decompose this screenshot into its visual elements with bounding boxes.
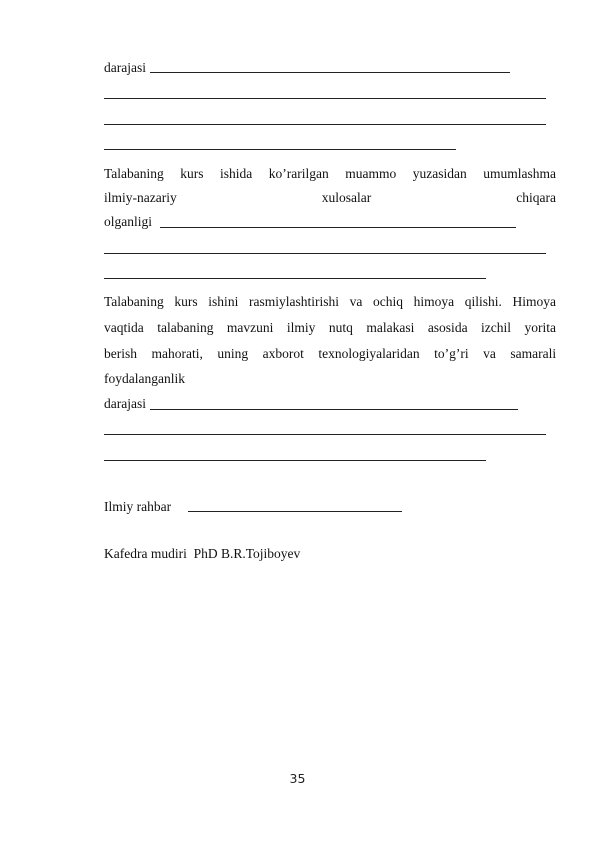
darajasi-label: darajasi: [104, 60, 146, 75]
word: talabaning: [157, 320, 214, 335]
word: asosida: [427, 320, 468, 335]
word: kurs: [180, 166, 204, 181]
word: mahorati,: [151, 346, 203, 361]
paragraph-line: [104, 165, 556, 183]
word: umumlashma: [483, 166, 556, 181]
word: to’g’ri: [434, 346, 469, 361]
word: chiqara: [516, 190, 556, 205]
word: axborot: [262, 346, 304, 361]
word: izchil: [481, 320, 512, 335]
fill-line: [104, 434, 546, 435]
signature-line: [188, 511, 402, 512]
paragraph-line: [104, 293, 556, 311]
word: Talabaning: [104, 166, 164, 181]
head-label: Kafedra mudiri: [104, 546, 187, 561]
fill-line: [104, 253, 546, 254]
word: yorita: [524, 320, 556, 335]
fill-line: [104, 124, 546, 125]
word: malakasi: [366, 320, 415, 335]
darajasi-label: darajasi: [104, 396, 146, 411]
word: berish: [104, 346, 137, 361]
word: xulosalar: [321, 190, 372, 205]
paragraph-line: foydalanganlik: [104, 371, 185, 386]
fill-line: [104, 98, 546, 99]
head-name: PhD B.R.Tojiboyev: [193, 546, 301, 561]
page-number: 35: [289, 771, 306, 786]
head-of-department: [104, 545, 300, 563]
word: texnologiyalaridan: [318, 346, 420, 361]
word: nutq: [328, 320, 353, 335]
fill-line: [104, 460, 486, 461]
word: samarali: [510, 346, 557, 361]
paragraph-line: [104, 189, 556, 207]
supervisor-label: Ilmiy rahbar: [104, 499, 172, 514]
word: ilmiy: [286, 320, 316, 335]
word: vaqtida: [104, 320, 144, 335]
fill-line: [104, 278, 486, 279]
fill-line: [160, 227, 516, 228]
fill-line: [104, 149, 456, 150]
paragraph-text: Talabaning kurs ishini rasmiylashtirishi va ochiq himoya qilishi. Himoya: [104, 294, 556, 309]
word: mavzuni: [226, 320, 274, 335]
word: ishida: [220, 166, 253, 181]
word: yuzasidan: [412, 166, 467, 181]
paragraph-line: [104, 319, 556, 337]
fill-line: [150, 409, 518, 410]
word: ko’rarilgan: [268, 166, 329, 181]
word: ilmiy-nazariy: [104, 190, 177, 205]
fill-line: [150, 72, 510, 73]
olganligi-label: olganligi: [104, 214, 152, 229]
word: va: [483, 346, 496, 361]
word: uning: [217, 346, 249, 361]
word: muammo: [345, 166, 397, 181]
paragraph-line: [104, 345, 556, 363]
